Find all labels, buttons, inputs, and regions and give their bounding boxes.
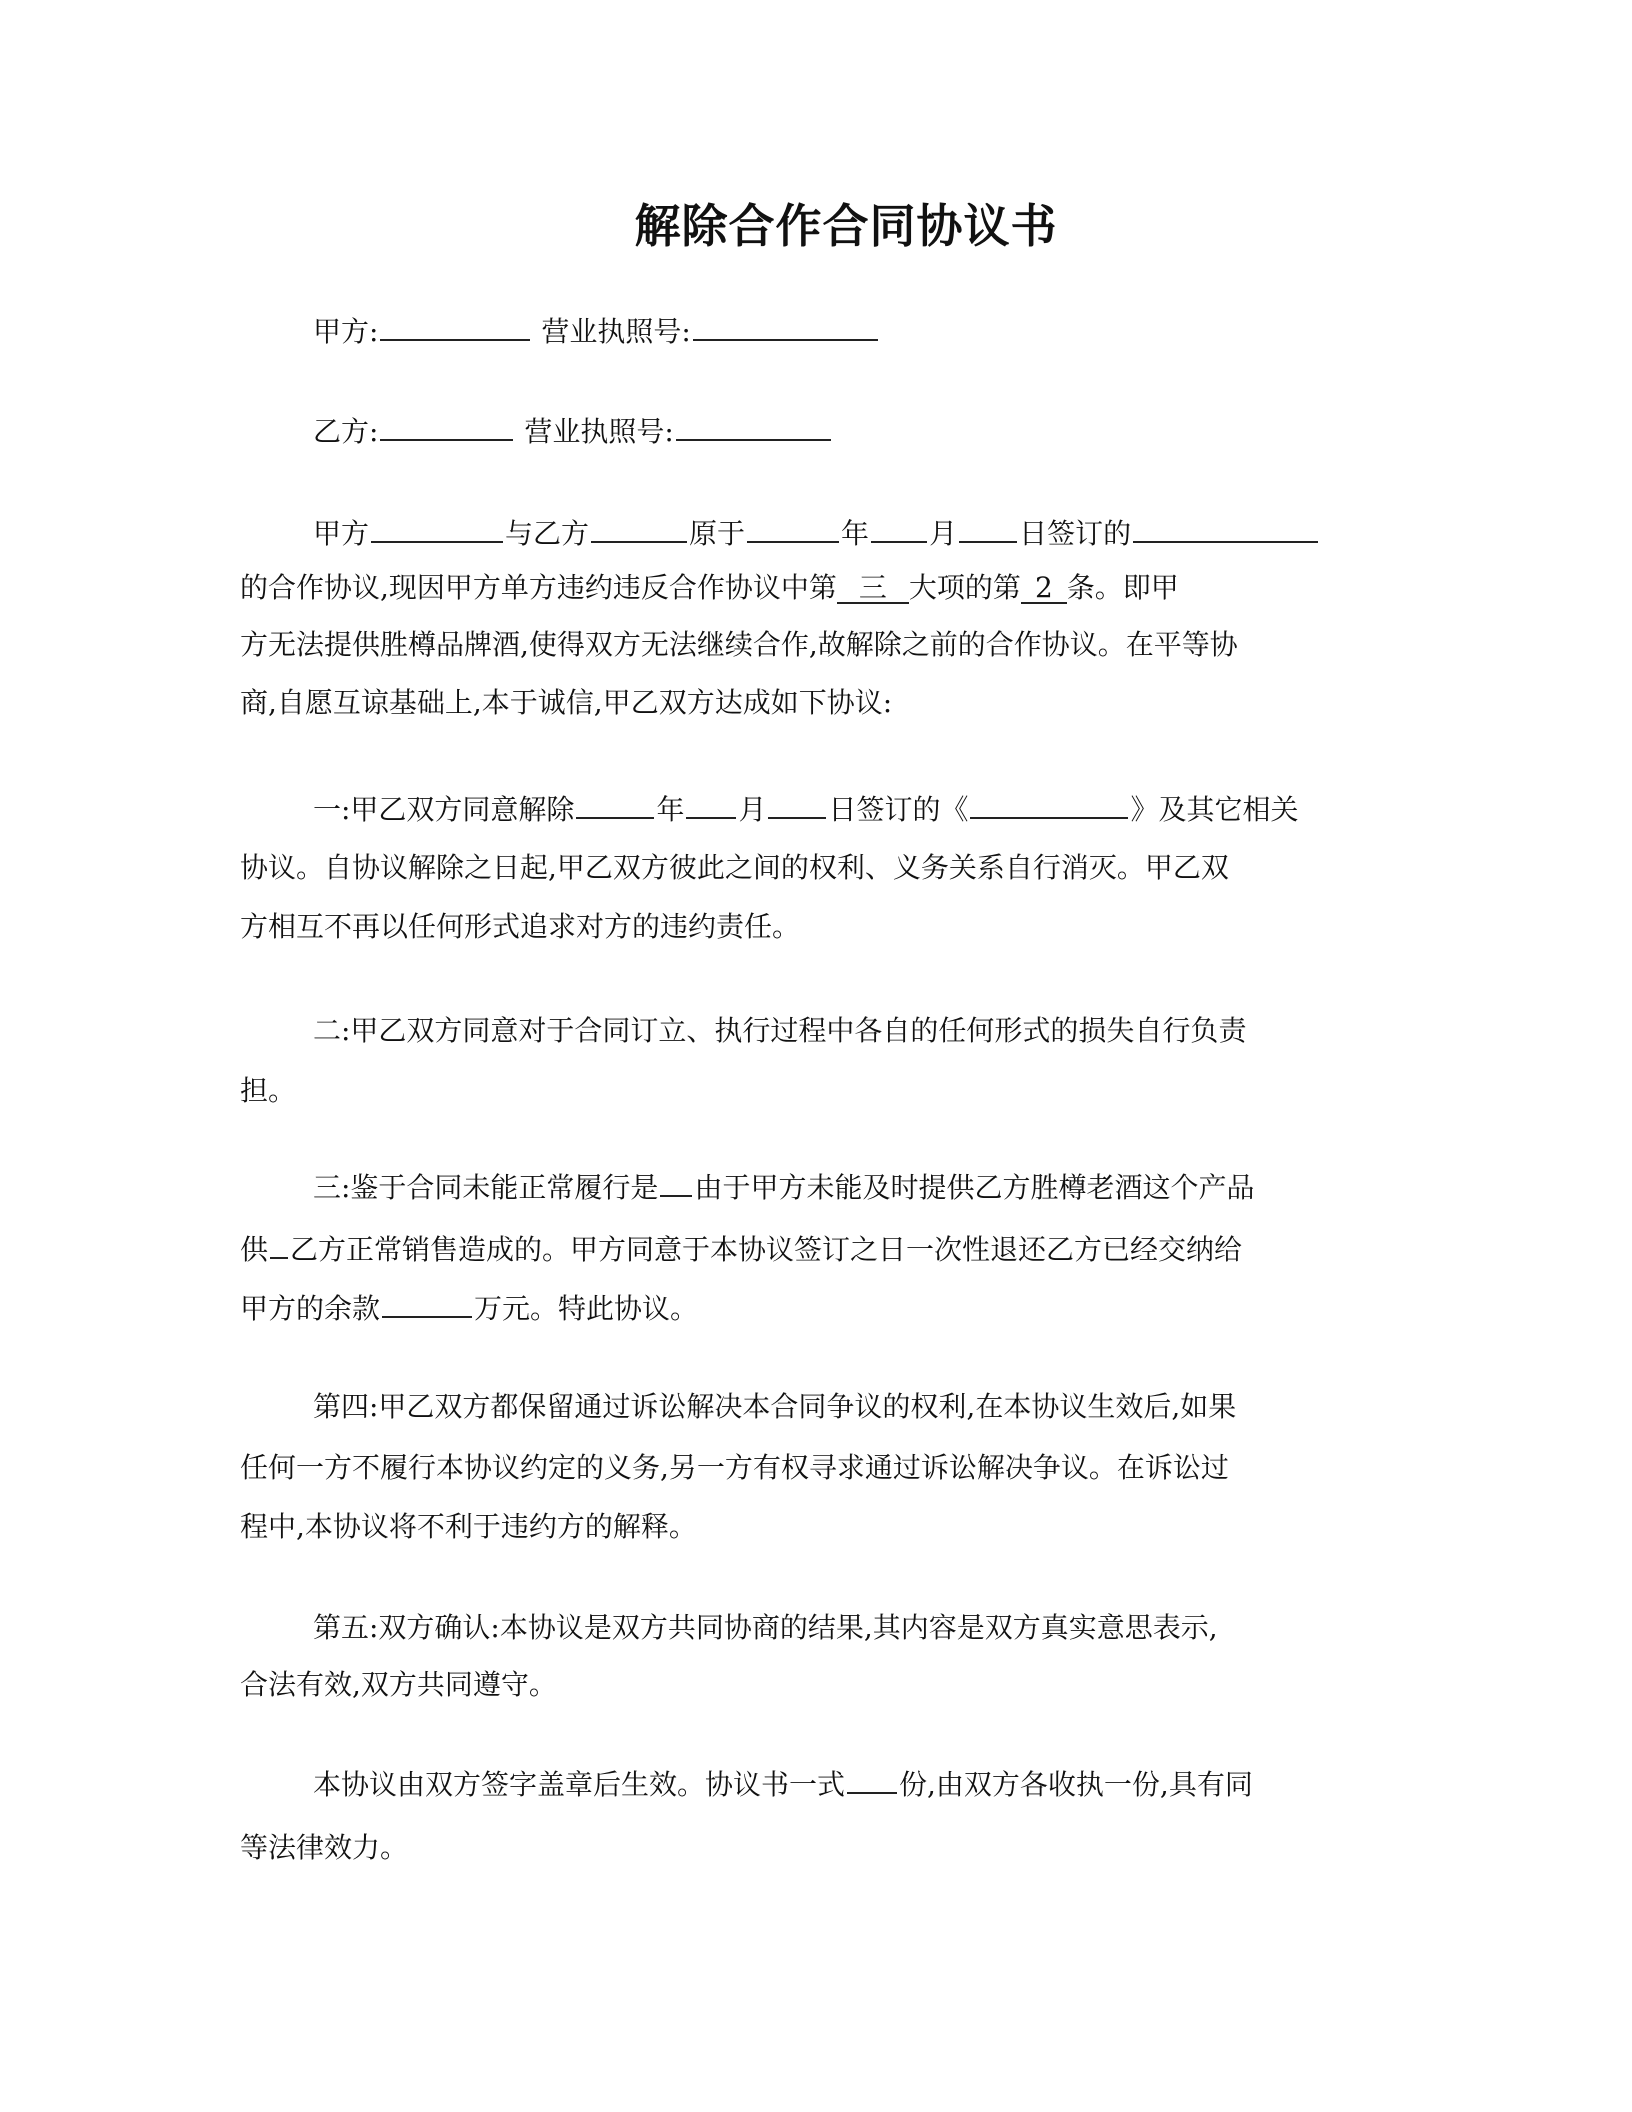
month-blank[interactable] <box>871 515 927 543</box>
clause-4-line-3: 程中,本协议将不利于违约方的解释。 <box>240 1510 697 1543</box>
clause-5-line-1: 第五:双方确认:本协议是双方共同协商的结果,其内容是双方真实意思表示, <box>313 1611 1218 1644</box>
party-a-license-blank[interactable] <box>693 313 878 341</box>
text: 年 <box>841 517 870 550</box>
year-blank[interactable] <box>747 515 839 543</box>
intro-line-2 <box>240 570 1179 606</box>
item-number-fill[interactable]: 三 <box>837 574 909 604</box>
refund-amount-blank[interactable] <box>382 1290 472 1318</box>
text: 日签订的 <box>1019 517 1132 550</box>
party-a-blank[interactable] <box>371 515 503 543</box>
party-b-label: 乙方: <box>313 415 379 448</box>
closing-line-2: 等法律效力。 <box>240 1831 409 1864</box>
text: 的合作协议,现因甲方单方违约违反合作协议中第 <box>240 571 837 604</box>
year-blank[interactable] <box>576 791 654 819</box>
party-a-line <box>313 313 880 350</box>
clause-1-line-2: 协议。自协议解除之日起,甲乙双方彼此之间的权利、义务关系自行消灭。甲乙双 <box>240 851 1229 884</box>
text: 月 <box>929 517 958 550</box>
clause-3-line-2 <box>240 1231 1242 1268</box>
text: 大项的第 <box>908 571 1021 604</box>
contract-title-blank[interactable] <box>970 791 1128 819</box>
text: 日签订的《 <box>828 793 969 826</box>
clause-1-line-1 <box>313 791 1299 828</box>
party-a-license-label: 营业执照号: <box>541 315 691 348</box>
party-a-name-blank[interactable] <box>380 313 530 341</box>
text: 由于甲方未能及时提供乙方胜樽老酒这个产品 <box>694 1171 1255 1204</box>
intro-line-3: 方无法提供胜樽品牌酒,使得双方无法继续合作,故解除之前的合作协议。在平等协 <box>240 628 1238 661</box>
clause-3-line-1 <box>313 1169 1254 1206</box>
text: 甲方的余款 <box>240 1292 381 1325</box>
party-b-license-label: 营业执照号: <box>524 415 674 448</box>
clause-1-line-3: 方相互不再以任何形式追求对方的违约责任。 <box>240 910 801 943</box>
clause-4-line-1: 第四:甲乙双方都保留通过诉讼解决本合同争议的权利,在本协议生效后,如果 <box>313 1390 1237 1423</box>
day-blank[interactable] <box>768 791 826 819</box>
text: 三:鉴于合同未能正常履行是 <box>313 1171 659 1204</box>
clause-4-line-2: 任何一方不履行本协议约定的义务,另一方有权寻求通过诉讼解决争议。在诉讼过 <box>240 1451 1229 1484</box>
agreement-name-blank[interactable] <box>1133 515 1318 543</box>
document-title: 解除合作合同协议书 <box>634 199 1058 253</box>
text: 本协议由双方签字盖章后生效。协议书一式 <box>313 1768 846 1801</box>
party-b-license-blank[interactable] <box>676 413 831 441</box>
party-a-label: 甲方: <box>313 315 379 348</box>
party-b-line <box>313 413 833 450</box>
text: 》及其它相关 <box>1130 793 1299 826</box>
intro-line-1 <box>313 515 1320 552</box>
reason-blank[interactable] <box>660 1169 692 1197</box>
text: 供 <box>240 1233 269 1266</box>
clause-number-fill[interactable]: 2 <box>1021 574 1067 604</box>
clause-2-line-2: 担。 <box>240 1074 297 1107</box>
text: 原于 <box>689 517 746 550</box>
party-b-name-blank[interactable] <box>380 413 513 441</box>
month-blank[interactable] <box>686 791 736 819</box>
text: 一:甲乙双方同意解除 <box>313 793 575 826</box>
party-b-blank[interactable] <box>591 515 687 543</box>
clause-5-line-2: 合法有效,双方共同遵守。 <box>240 1668 557 1701</box>
text: 甲方 <box>313 517 370 550</box>
copies-blank[interactable] <box>847 1766 897 1794</box>
text: 份,由双方各收执一份,具有同 <box>899 1768 1253 1801</box>
text: 条。即甲 <box>1066 571 1179 604</box>
clause-3-line-3 <box>240 1290 698 1327</box>
blank[interactable] <box>270 1231 288 1259</box>
text: 与乙方 <box>505 517 590 550</box>
intro-line-4: 商,自愿互谅基础上,本于诚信,甲乙双方达成如下协议: <box>240 686 893 719</box>
text: 万元。特此协议。 <box>474 1292 699 1325</box>
day-blank[interactable] <box>959 515 1017 543</box>
text: 月 <box>738 793 767 826</box>
clause-2-line-1: 二:甲乙双方同意对于合同订立、执行过程中各自的任何形式的损失自行负责 <box>313 1014 1247 1047</box>
text: 年 <box>656 793 685 826</box>
text: 乙方正常销售造成的。甲方同意于本协议签订之日一次性退还乙方已经交纳给 <box>290 1233 1243 1266</box>
closing-line-1 <box>313 1766 1253 1803</box>
